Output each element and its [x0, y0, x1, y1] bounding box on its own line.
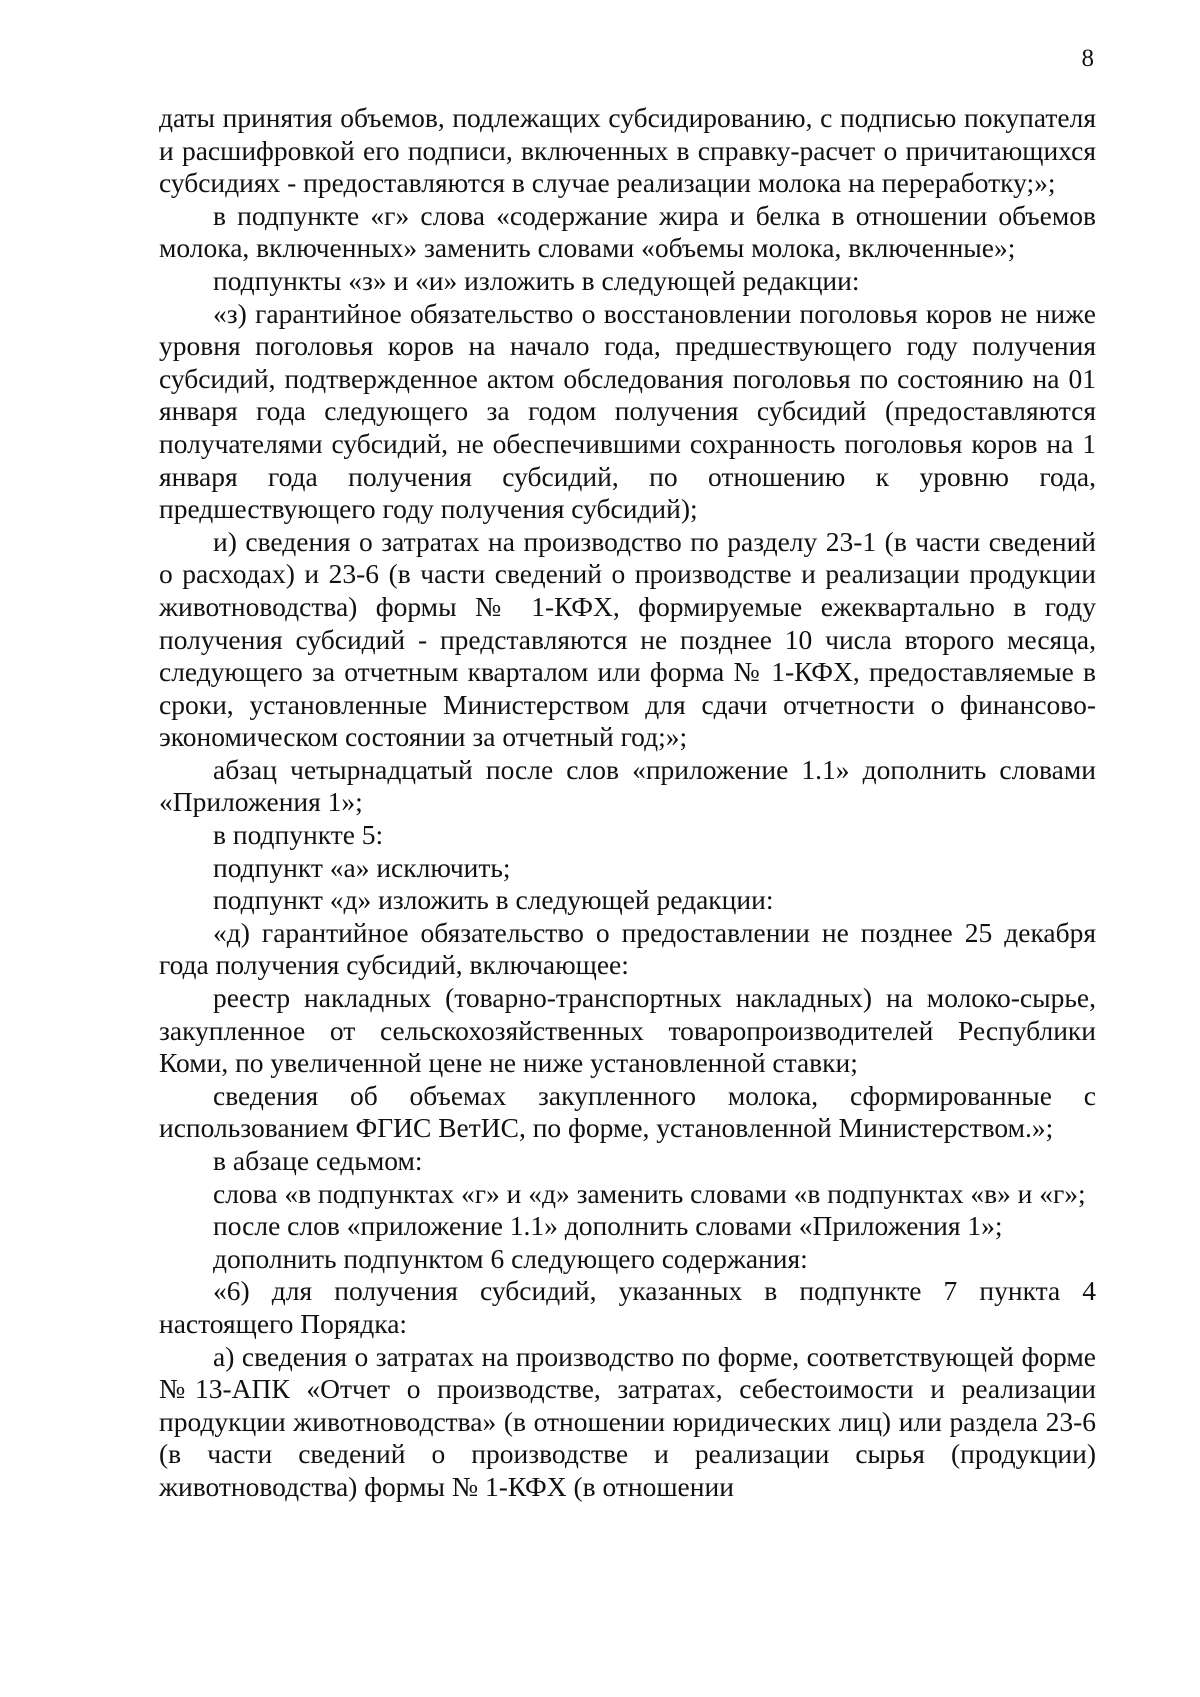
paragraph: «з) гарантийное обязательство о восстановлении поголовья коров не ниже уровня поголовья коров на начало года, предшествующего году получения субсидий, подтвержденное актом обследования поголовья по состоянию на 01 января года следующего за годом получения субсидий (предоставляются получателями субсидий, не обеспечившими сохранность поголовья коров на 1 января года получения субсидий, по отношению к уровню года, предшествующего году получения субсидий); [159, 297, 1096, 525]
paragraph: а) сведения о затратах на производство по форме, соответствующей форме №13-АПК «Отчет о производстве, затратах, себестоимости и реализации продукции животноводства» (в отношении юридических лиц) или раздела 23-6 (в части сведений о производстве и реализации сырья (продукции) животноводства) формы № 1-КФХ (в отношении [159, 1340, 1096, 1502]
paragraph: и) сведения о затратах на производство по разделу 23-1 (в части сведений о расходах) и 23-6 (в части сведений о производстве и реализации продукции животноводства) формы № 1-КФХ, формируемые ежеквартально в году получения субсидий - представляются не позднее 10 числа второго месяца, следующего за отчетным кварталом или форма № 1-КФХ, предоставляемые в сроки, установленные Министерством для сдачи отчетности о финансово-экономическом состоянии за отчетный год;»; [159, 525, 1096, 753]
paragraph: после слов «приложение 1.1» дополнить словами «Приложения 1»; [213, 1210, 1003, 1242]
document-body [159, 102, 1096, 1504]
paragraph: «д) гарантийное обязательство о предоставлении не позднее 25 декабря года получения субсидий, включающее: [159, 916, 1096, 981]
paragraph: дополнить подпунктом 6 следующего содержания: [213, 1242, 808, 1274]
paragraph: подпункт «а» исключить; [213, 851, 511, 883]
paragraph: в подпункте 5: [213, 819, 384, 851]
paragraph: подпункт «д» изложить в следующей редакции: [213, 884, 774, 916]
paragraph: сведения об объемах закупленного молока, сформированные с использованием ФГИС ВетИС, по форме, установленной Министерством.»; [159, 1079, 1096, 1144]
paragraph: слова «в подпунктах «г» и «д» заменить словами «в подпунктах «в» и «г»; [213, 1177, 1086, 1209]
paragraph: в абзаце седьмом: [213, 1145, 423, 1176]
paragraph: в подпункте «г» слова «содержание жира и белка в отношении объемов молока, включенных» заменить словами «объемы молока, включенные»; [159, 199, 1096, 264]
paragraph: «6) для получения субсидий, указанных в подпункте 7 пункта 4 настоящего Порядка: [159, 1275, 1096, 1339]
page-number: 8 [1081, 45, 1094, 72]
paragraph: даты принятия объемов, подлежащих субсидированию, с подписью покупателя и расшифровкой его подписи, включенных в справку-расчет о причитающихся субсидиях - предоставляются в случае реализации молока на переработку;»; [159, 102, 1096, 199]
paragraph: абзац четырнадцатый после слов «приложение 1.1» дополнить словами «Приложения 1»; [159, 753, 1096, 818]
paragraph: подпункты «з» и «и» изложить в следующей редакции: [213, 264, 860, 296]
paragraph: реестр накладных (товарно-транспортных накладных) на молоко-сырье, закупленное от сельскохозяйственных товаропроизводителей Республики Коми, по увеличенной цене не ниже установленной ставки; [159, 982, 1096, 1079]
